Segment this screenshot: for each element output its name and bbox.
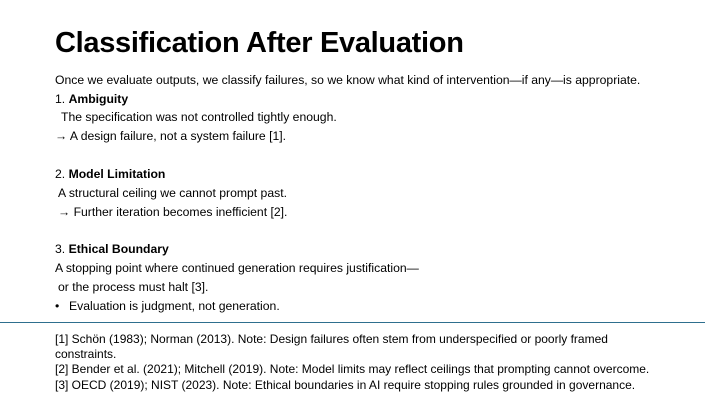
- item-ambiguity-desc: The specification was not controlled tightly enough.: [61, 110, 337, 124]
- item-heading: Ambiguity: [68, 92, 129, 106]
- item-heading: Ethical Boundary: [68, 242, 169, 256]
- item-ethical-boundary-desc: A stopping point where continued generation requires justification—: [55, 261, 419, 275]
- bullet-text: Evaluation is judgment, not generation.: [69, 299, 280, 313]
- item-number: 1.: [55, 92, 66, 106]
- footnote-divider: [0, 322, 705, 323]
- item-ambiguity-result: → A design failure, not a system failure [1].: [55, 129, 287, 143]
- item-number: 3.: [55, 242, 66, 256]
- footnote-1-cont: constraints.: [55, 347, 117, 361]
- item-ethical-boundary-heading: [55, 241, 169, 257]
- item-model-limitation-desc: A structural ceiling we cannot prompt past.: [58, 186, 287, 200]
- item-model-limitation-result: → Further iteration becomes inefficient [2].: [58, 205, 288, 219]
- footnote-1: [1] Schön (1983); Norman (2013). Note: Design failures often stem from underspecified or poorly framed: [55, 332, 608, 346]
- slide-title: Classification After Evaluation: [55, 27, 464, 59]
- footnote-3: [3] OECD (2019); NIST (2023). Note: Ethical boundaries in AI require stopping rules grounded in governance.: [55, 378, 636, 392]
- item-model-limitation-heading: [55, 166, 165, 182]
- intro-text: Once we evaluate outputs, we classify failures, so we know what kind of intervention—if any—is appropriate.: [55, 73, 641, 87]
- item-ethical-boundary-result: or the process must halt [3].: [58, 280, 209, 294]
- bullet-item: [55, 298, 280, 314]
- item-ambiguity-heading: [55, 91, 128, 107]
- footnote-2: [2] Bender et al. (2021); Mitchell (2019). Note: Model limits may reflect ceilings that prompting cannot overcome.: [55, 362, 650, 376]
- item-heading: Model Limitation: [68, 167, 166, 181]
- item-number: 2.: [55, 167, 66, 181]
- bullet-icon: •: [55, 299, 60, 313]
